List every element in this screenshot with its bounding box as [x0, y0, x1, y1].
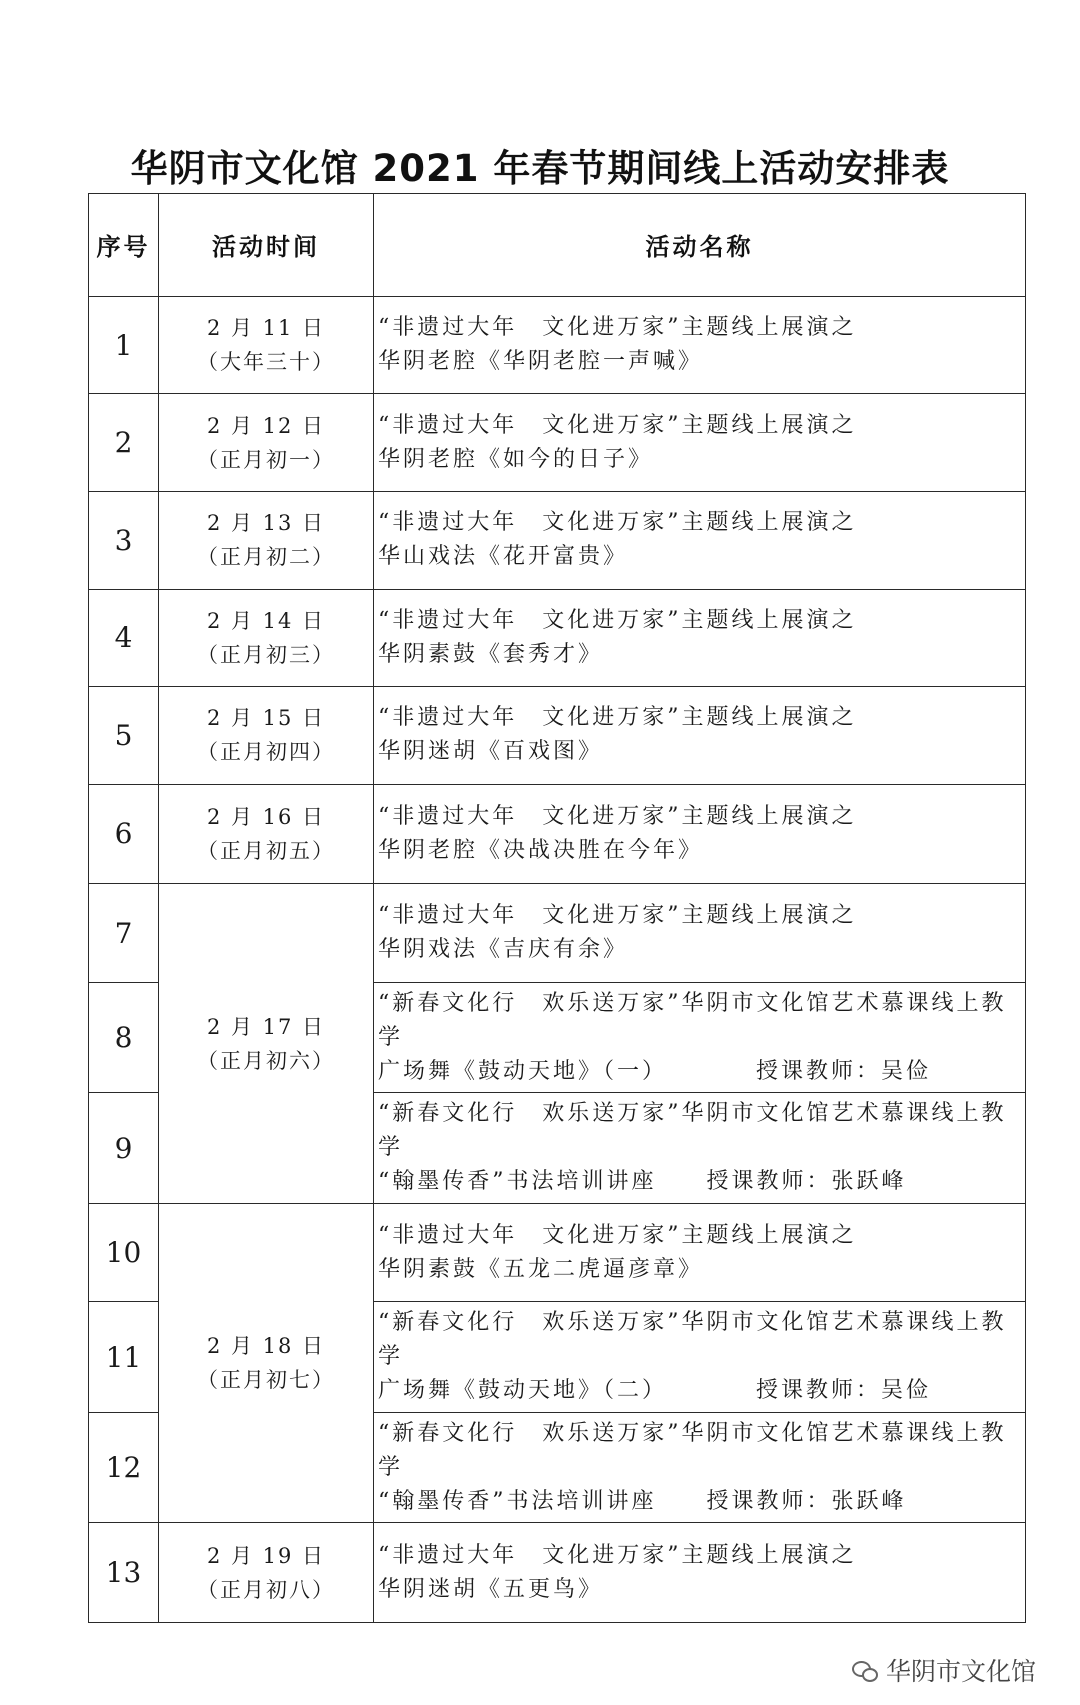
- table-row: [89, 884, 1026, 983]
- row-date: 2 月 15 日 （正月初四）: [159, 687, 374, 785]
- row-no: 10: [89, 1203, 159, 1302]
- row-no: 6: [89, 784, 159, 884]
- row-activity: “新春文化行 欢乐送万家”华阴市文化馆艺术慕课线上教 学 广场舞《鼓动天地》（一） 授课教师：吴俭: [374, 982, 1026, 1092]
- header-no: 序号: [89, 194, 159, 297]
- header-time: 活动时间: [159, 194, 374, 297]
- row-activity: “新春文化行 欢乐送万家”华阴市文化馆艺术慕课线上教 学 “翰墨传香”书法培训讲座 授课教师：张跃峰: [374, 1093, 1026, 1203]
- row-no: 1: [89, 296, 159, 394]
- row-activity: “非遗过大年 文化进万家”主题线上展演之 华阴老腔《如今的日子》: [374, 394, 1026, 492]
- row-date: 2 月 11 日 （大年三十）: [159, 296, 374, 394]
- header-name: 活动名称: [374, 194, 1026, 297]
- page-title: 华阴市文化馆 2021 年春节期间线上活动安排表: [130, 147, 950, 190]
- row-activity: “非遗过大年 文化进万家”主题线上展演之 华阴老腔《华阴老腔一声喊》: [374, 296, 1026, 394]
- table-row: [89, 1203, 1026, 1302]
- row-no: 13: [89, 1523, 159, 1623]
- watermark: [852, 1652, 1036, 1688]
- table-row: [89, 784, 1026, 884]
- row-activity: “非遗过大年 文化进万家”主题线上展演之 华阴迷胡《五更鸟》: [374, 1523, 1026, 1623]
- row-activity: “非遗过大年 文化进万家”主题线上展演之 华山戏法《花开富贵》: [374, 492, 1026, 590]
- row-no: 9: [89, 1093, 159, 1203]
- table-row: [89, 394, 1026, 492]
- row-no: 8: [89, 982, 159, 1092]
- row-activity: “非遗过大年 文化进万家”主题线上展演之 华阴素鼓《套秀才》: [374, 589, 1026, 687]
- row-date: 2 月 18 日 （正月初七）: [159, 1203, 374, 1522]
- row-no: 4: [89, 589, 159, 687]
- row-no: 11: [89, 1302, 159, 1412]
- table-row: [89, 492, 1026, 590]
- row-date: 2 月 12 日 （正月初一）: [159, 394, 374, 492]
- watermark-text: 华阴市文化馆: [885, 1657, 1036, 1686]
- table-row: [89, 687, 1026, 785]
- row-date: 2 月 13 日 （正月初二）: [159, 492, 374, 590]
- row-no: 7: [89, 884, 159, 983]
- row-date: 2 月 14 日 （正月初三）: [159, 589, 374, 687]
- row-no: 2: [89, 394, 159, 492]
- schedule-table: [88, 193, 1026, 1623]
- row-activity: “新春文化行 欢乐送万家”华阴市文化馆艺术慕课线上教 学 “翰墨传香”书法培训讲座 授课教师：张跃峰: [374, 1412, 1026, 1522]
- wechat-icon: [852, 1659, 878, 1681]
- row-date: 2 月 19 日 （正月初八）: [159, 1523, 374, 1623]
- row-date: 2 月 16 日 （正月初五）: [159, 784, 374, 884]
- row-activity: “新春文化行 欢乐送万家”华阴市文化馆艺术慕课线上教 学 广场舞《鼓动天地》（二） 授课教师：吴俭: [374, 1302, 1026, 1412]
- row-activity: “非遗过大年 文化进万家”主题线上展演之 华阴迷胡《百戏图》: [374, 687, 1026, 785]
- table-row: [89, 1523, 1026, 1623]
- row-date: 2 月 17 日 （正月初六）: [159, 884, 374, 1203]
- row-no: 12: [89, 1412, 159, 1522]
- table-row: [89, 296, 1026, 394]
- row-activity: “非遗过大年 文化进万家”主题线上展演之 华阴老腔《决战决胜在今年》: [374, 784, 1026, 884]
- table-row: [89, 589, 1026, 687]
- row-activity: “非遗过大年 文化进万家”主题线上展演之 华阴戏法《吉庆有余》: [374, 884, 1026, 983]
- row-no: 5: [89, 687, 159, 785]
- table-header-row: [89, 194, 1026, 297]
- row-activity: “非遗过大年 文化进万家”主题线上展演之 华阴素鼓《五龙二虎逼彦章》: [374, 1203, 1026, 1302]
- row-no: 3: [89, 492, 159, 590]
